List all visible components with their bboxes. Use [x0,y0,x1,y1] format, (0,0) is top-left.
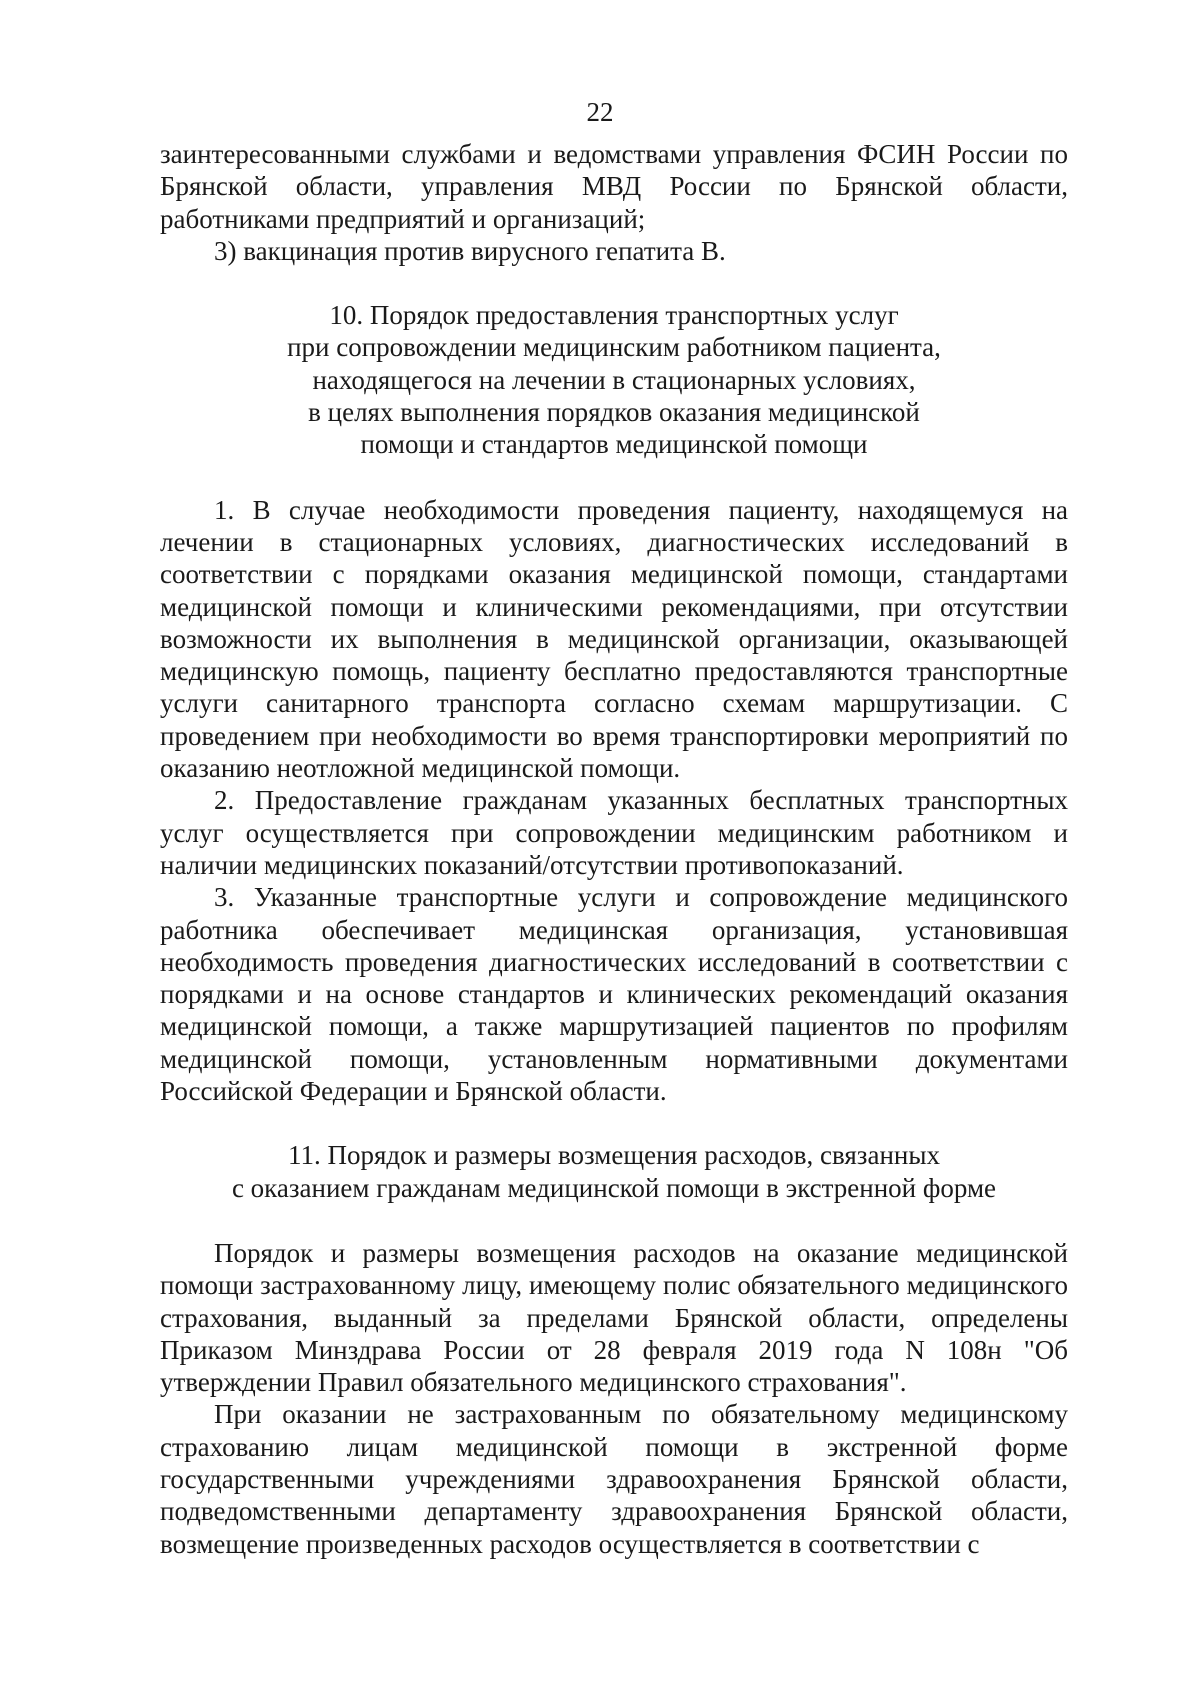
intro-paragraph: заинтересованными службами и ведомствами управления ФСИН России по Брянской области, управления МВД России по Брянской области, работниками предприятий и организаций; [160,139,1068,234]
section-10-heading-line: в целях выполнения порядков оказания медицинской [308,397,920,428]
section-10-paragraph-1: 1. В случае необходимости проведения пациенту, находящемуся на лечении в стационарных условиях, диагностических исследований в соответствии с порядками оказания медицинской помощи, стандартами медицинской помощи и клиническими рекомендациями, при отсутствии возможности их выполнения в медицинской организации, оказывающей медицинскую помощь, пациенту бесплатно предоставляются транспортные услуги санитарного транспорта согласно схемам маршрутизации. С проведением при необходимости во время транспортировки мероприятий по оказанию неотложной медицинской помощи. [160,494,1068,784]
spacer [160,1204,1068,1237]
section-11-heading-line: 11. Порядок и размеры возмещения расходов, связанных [288,1140,940,1171]
page-number: 22 [586,97,614,127]
section-11-paragraph-1: Порядок и размеры возмещения расходов на оказание медицинской помощи застрахованному лицу, имеющему полис обязательного медицинского страхования, выданный за пределами Брянской области, определены Приказом Минздрава России от 28 февраля 2019 года N 108н "Об утверждении Правил обязательного медицинского страхования". [160,1237,1068,1398]
section-10-heading-line: находящегося на лечении в стационарных условиях, [312,364,916,395]
spacer [160,461,1068,494]
section-10-heading-line: 10. Порядок предоставления транспортных услуг [329,300,899,331]
section-10-heading-line: помощи и стандартов медицинской помощи [360,429,868,460]
section-11-heading [160,1139,1068,1204]
section-10-paragraph-3: 3. Указанные транспортные услуги и сопровождение медицинского работника обеспечивает медицинская организация, установившая необходимость проведения диагностических исследований в соответствии с порядками и на основе стандартов и клинических рекомендаций оказания медицинской помощи, а также маршрутизацией пациентов по профилям медицинской помощи, установленным нормативными документами Российской Федерации и Брянской области. [160,882,1068,1107]
page-content [160,138,1068,1560]
section-11-paragraph-2: При оказании не застрахованным по обязательному медицинскому страхованию лицам медицинской помощи в экстренной форме государственными учреждениями здравоохранения Брянской области, подведомственными департаменту здравоохранения Брянской области, возмещение произведенных расходов осуществляется в соответствии с [160,1399,1068,1559]
section-10-heading [160,299,1068,460]
section-10-heading-line: при сопровождении медицинским работником пациента, [287,332,941,363]
section-11-heading-line: с оказанием гражданам медицинской помощи в экстренной форме [231,1172,997,1203]
spacer [160,1107,1068,1139]
list-item-3: 3) вакцинация против вирусного гепатита В. [214,235,726,266]
section-10-paragraph-2: 2. Предоставление гражданам указанных бесплатных транспортных услуг осуществляется при сопровождении медицинским работником и наличии медицинских показаний/отсутствии противопоказаний. [160,785,1068,880]
spacer [160,267,1068,299]
